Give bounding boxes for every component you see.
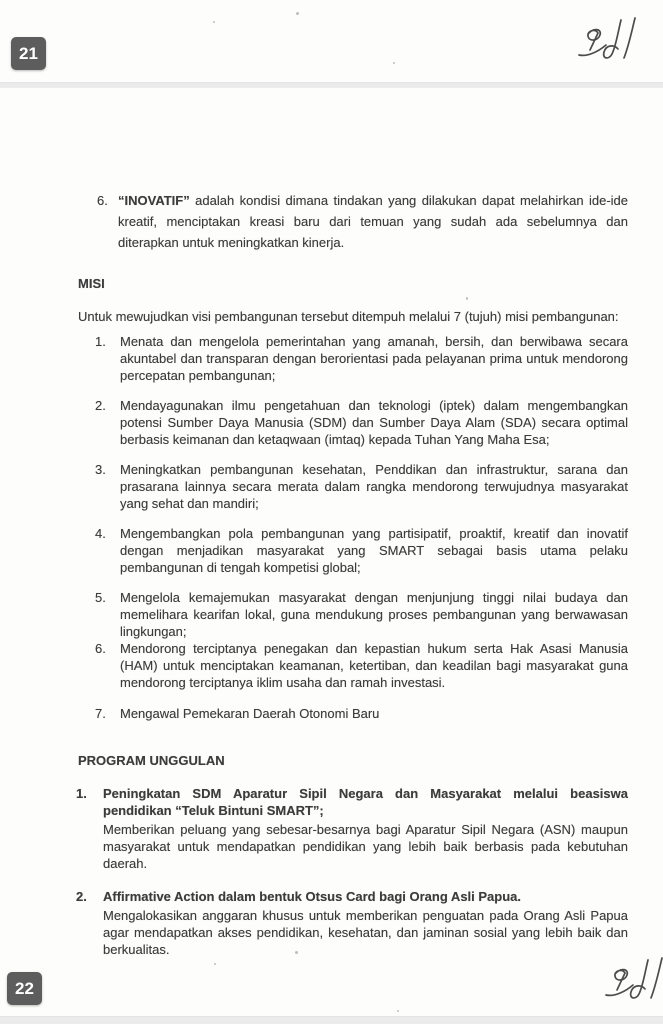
scan-speck <box>214 963 216 965</box>
list-number: 2. <box>76 889 87 904</box>
page-separator-top <box>0 82 663 88</box>
visi-definition-text: “INOVATIF” adalah kondisi dimana tindakan yang dilakukan dapat melahirkan ide-ide kreatif, menciptakan kreasi baru dari temuan yang sudah ada sebelumnya dan diterapkan untuk meningkatkan kinerja. <box>118 193 628 250</box>
program-unggulan-heading: PROGRAM UNGGULAN <box>78 753 225 768</box>
signature-initials-icon <box>558 8 658 78</box>
misi-item-2 <box>74 397 628 448</box>
page-number-badge-21[interactable]: 21 <box>11 37 46 70</box>
misi-item-7 <box>74 705 628 722</box>
list-number: 5. <box>95 590 106 605</box>
list-number: 6. <box>97 193 108 208</box>
program-item-description: Memberikan peluang yang sebesar-besarnya bagi Aparatur Sipil Negara (ASN) maupun masyarakat untuk mendapatkan pendidikan yang lebih baik berbasis pada kebutuhan daerah. <box>103 822 628 871</box>
program-item-body <box>103 785 628 872</box>
misi-intro: Untuk mewujudkan visi pembangunan tersebut ditempuh melalui 7 (tujuh) misi pembangunan: <box>78 309 619 324</box>
misi-item-4 <box>74 525 628 576</box>
misi-item-text: Mengelola kemajemukan masyarakat dengan menjunjung tinggi nilai budaya dan memelihara kearifan lokal, guna mendukung proses pembangunan yang berwawasan lingkungan; <box>120 590 628 639</box>
misi-item-1 <box>74 333 628 384</box>
visi-term: “INOVATIF” <box>118 193 190 208</box>
list-number: 4. <box>95 526 106 541</box>
misi-item-6 <box>74 640 628 691</box>
list-number: 7. <box>95 706 106 721</box>
page-separator-bottom <box>0 1016 663 1024</box>
program-item-2 <box>74 888 628 958</box>
document-content <box>74 190 628 958</box>
misi-item-text: Mengawal Pemekaran Daerah Otonomi Baru <box>120 706 380 721</box>
program-item-body <box>103 888 628 958</box>
list-number: 1. <box>76 786 87 801</box>
page-number-badge-22[interactable]: 22 <box>7 972 42 1005</box>
scan-speck <box>397 1010 399 1012</box>
program-item-description: Mengalokasikan anggaran khusus untuk memberikan penguatan pada Orang Asli Papua agar mendapatkan akses pendidikan, kesehatan, dan jaminan sosial yang lebih baik dan berkualitas. <box>103 908 628 957</box>
misi-item-text: Mengembangkan pola pembangunan yang partisipatif, proaktif, kreatif dan inovatif dengan menjadikan masyarakat yang SMART sebagai basis utama pelaku pembangunan di tengah kompetisi global; <box>120 526 628 575</box>
scan-speck <box>296 12 299 15</box>
list-number: 6. <box>95 641 106 656</box>
list-number: 3. <box>95 462 106 477</box>
misi-item-text: Mendayagunakan ilmu pengetahuan dan teknologi (iptek) dalam mengembangkan potensi Sumber Daya Manusia (SDM) dan Sumber Daya Alam (SDA) secara optimal berbasis keimanan dan ketaqwaan (imtaq) kepada Tuhan Yang Maha Esa; <box>120 398 628 447</box>
program-item-1 <box>74 785 628 872</box>
misi-item-3 <box>74 461 628 512</box>
program-item-title: Affirmative Action dalam bentuk Otsus Card bagi Orang Asli Papua. <box>103 889 522 904</box>
misi-item-text: Mendorong terciptanya penegakan dan kepastian hukum serta Hak Asasi Manusia (HAM) untuk menciptakan keamanan, ketertiban, dan keadilan bagi masyarakat guna mendorong terciptanya iklim usaha dan ramah investasi. <box>120 641 628 690</box>
misi-item-text: Menata dan mengelola pemerintahan yang amanah, bersih, dan berwibawa secara akuntabel dan transparan dengan berorientasi pada pelayanan prima untuk mendorong percepatan pembangunan; <box>120 334 628 383</box>
misi-item-5 <box>74 589 628 640</box>
scan-speck <box>393 62 395 64</box>
visi-definition-item-6 <box>74 190 628 253</box>
program-item-title: Peningkatan SDM Aparatur Sipil Negara dan Masyarakat melalui beasiswa pendidikan “Teluk Bintuni SMART”; <box>103 786 628 818</box>
misi-heading: MISI <box>78 276 105 291</box>
scan-speck <box>213 21 215 23</box>
signature-initials-icon <box>585 948 663 1018</box>
list-number: 1. <box>95 334 106 349</box>
list-number: 2. <box>95 398 106 413</box>
misi-item-text: Meningkatkan pembangunan kesehatan, Penddikan dan infrastruktur, sarana dan prasarana lainnya secara merata dalam rangka mendorong terwujudnya masyarakat yang sehat dan mandiri; <box>120 462 628 511</box>
